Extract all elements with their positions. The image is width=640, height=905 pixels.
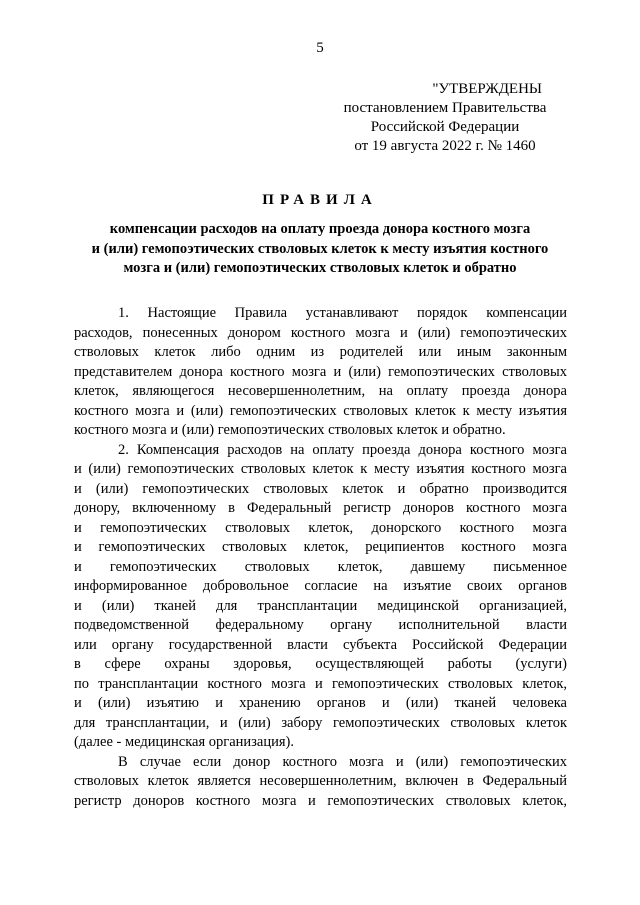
subtitle-line: и (или) гемопоэтических стволовых клеток к месту изъятия костного	[91, 240, 549, 257]
body-line: и гемопоэтических стволовых клеток, давшему письменное	[74, 558, 567, 575]
approval-line: Российской Федерации	[370, 119, 520, 135]
body-line: для трансплантации, и (или) забору гемопоэтических стволовых клеток	[74, 714, 567, 731]
body-line: информированное добровольное согласие на изъятие своих органов	[74, 578, 567, 594]
body-line: и (или) изъятию и хранению органов и (или) тканей человека	[74, 695, 567, 711]
subtitle-line: мозга и (или) гемопоэтических стволовых клеток и обратно	[123, 260, 517, 276]
body-line: стволовых клеток либо одним из родителей или иным законным	[74, 344, 567, 360]
body-line: донору, включенному в Федеральный регистр доноров костного мозга	[74, 500, 567, 516]
approval-line: от 19 августа 2022 г. № 1460	[354, 138, 536, 154]
body-line: (далее - медицинская организация).	[74, 734, 294, 750]
body-line: представителем донора костного мозга и (или) гемопоэтических стволовых	[74, 363, 567, 380]
document-subtitle	[60, 220, 580, 279]
document-title: ПРАВИЛА	[262, 192, 378, 208]
body-line: клеток, являющегося несовершеннолетним, на оплату проезда донора	[74, 383, 567, 399]
body-line: В случае если донор костного мозга и (или) гемопоэтических	[118, 753, 567, 770]
body-line: и гемопоэтических стволовых клеток, донорского костного мозга	[74, 519, 567, 536]
body-line: или органу государственной власти субъекта Российской Федерации	[74, 636, 567, 653]
approval-heading: "УТВЕРЖДЕНЫ	[432, 81, 542, 97]
approval-line: постановлением Правительства	[343, 100, 547, 116]
body-line: костного мозга и (или) гемопоэтических стволовых клеток и обратно.	[74, 422, 506, 438]
body-line: регистр доноров костного мозга и гемопоэтических стволовых клеток,	[74, 792, 567, 809]
body-line: костного мозга и (или) гемопоэтических стволовых клеток к месту изъятия	[74, 402, 567, 419]
body-line: стволовых клеток является несовершеннолетним, включен в Федеральный	[74, 773, 567, 789]
body-line: 2. Компенсация расходов на оплату проезда донора костного мозга	[118, 441, 567, 458]
body-line: по трансплантации костного мозга и гемопоэтических стволовых клеток,	[74, 675, 567, 692]
body-line: и (или) тканей для трансплантации медицинской организацией,	[74, 597, 567, 614]
body-line: подведомственной федеральному органу исполнительной власти	[74, 617, 567, 633]
document-body	[74, 304, 567, 811]
page-number: 5	[316, 40, 324, 56]
body-line: и (или) гемопоэтических стволовых клеток и обратно производится	[74, 480, 567, 497]
body-line: в сфере охраны здоровья, осуществляющей работы (услуги)	[74, 656, 567, 672]
body-line: и гемопоэтических стволовых клеток, реципиентов костного мозга	[74, 539, 567, 555]
subtitle-line: компенсации расходов на оплату проезда донора костного мозга	[109, 221, 531, 237]
approval-block	[340, 80, 550, 156]
body-line: 1. Настоящие Правила устанавливают порядок компенсации	[118, 305, 567, 321]
body-line: и (или) гемопоэтических стволовых клеток к месту изъятия костного мозга	[74, 461, 567, 477]
body-line: расходов, понесенных донором костного мозга и (или) гемопоэтических	[74, 324, 567, 341]
